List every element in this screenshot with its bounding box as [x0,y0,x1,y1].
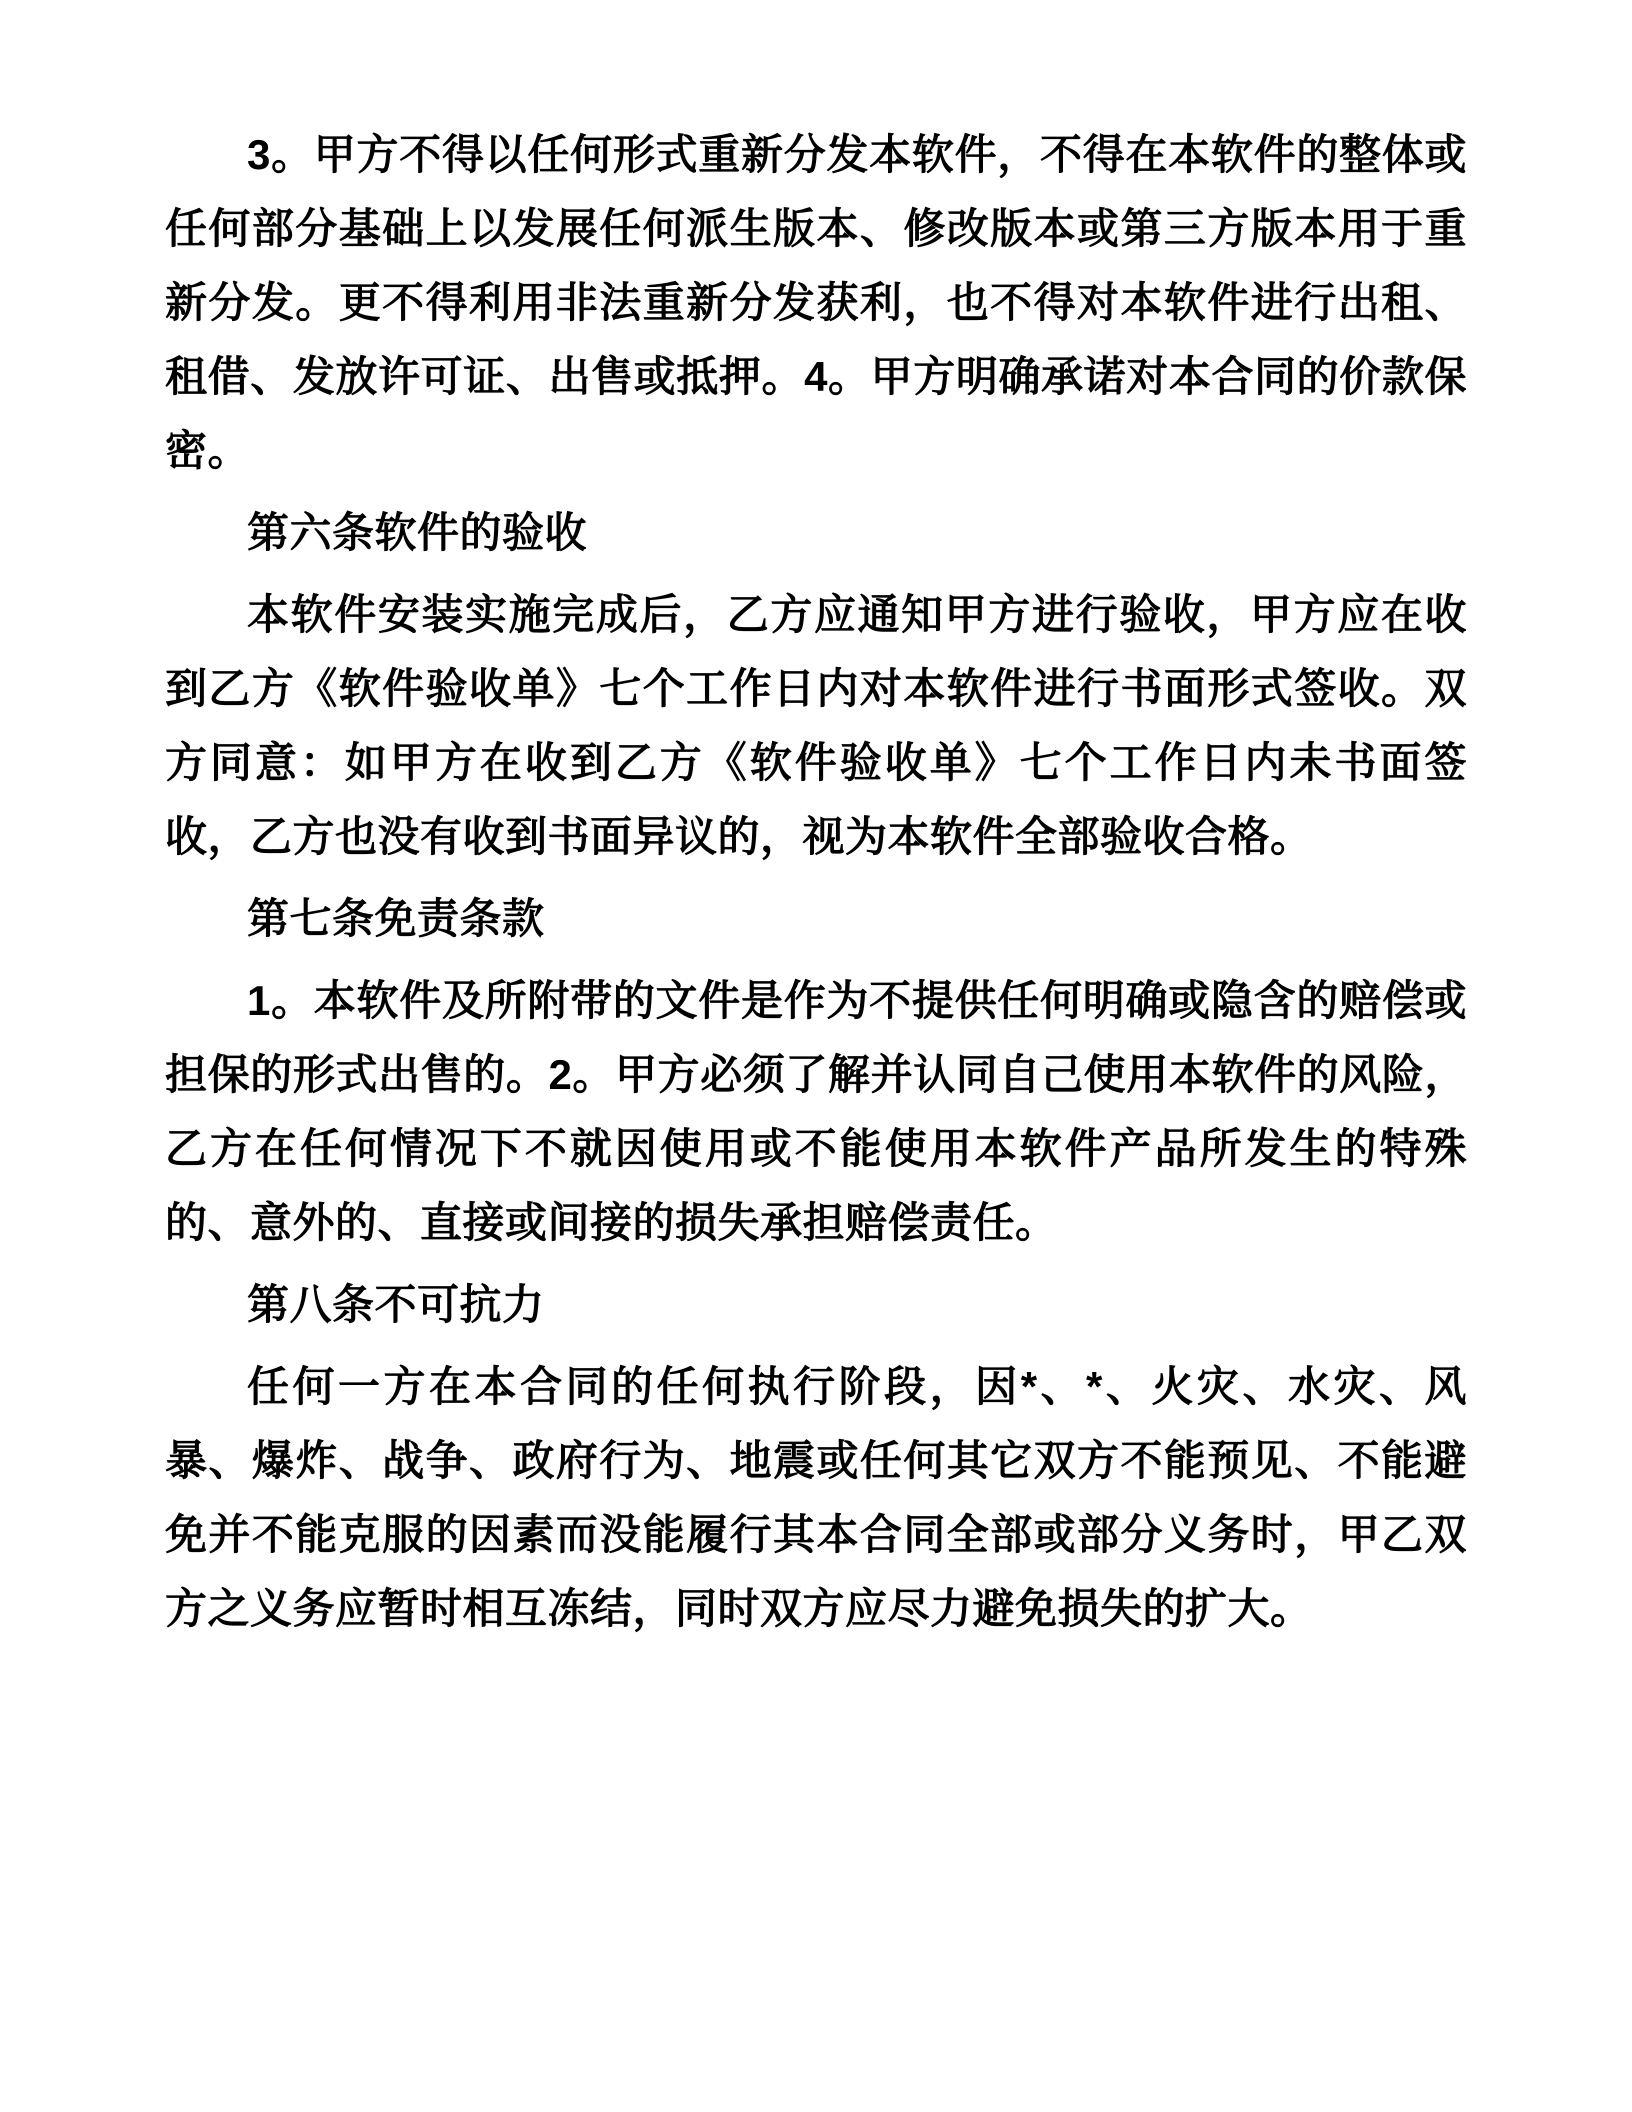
contract-clause-redistribution-paragraph: 3。甲方不得以任何形式重新分发本软件，不得在本软件的整体或任何部分基础上以发展任何派生版本、修改版本或第三方版本用于重新分发。更不得利用非法重新分发获利，也不得对本软件进行出租、租借、发放许可证、出售或抵押。4。甲方明确承诺对本合同的价款保密。 [165,131,1467,474]
section-heading-article-6: 第六条软件的验收 [247,509,588,556]
section-heading-article-8: 第八条不可抗力 [247,1281,545,1328]
contract-clause-acceptance-paragraph: 本软件安装实施完成后，乙方应通知甲方进行验收，甲方应在收到乙方《软件验收单》七个工作日内对本软件进行书面形式签收。双方同意：如甲方在收到乙方《软件验收单》七个工作日内未书面签收，乙方也没有收到书面异议的，视为本软件全部验收合格。 [165,591,1467,860]
contract-clause-force-majeure-paragraph: 任何一方在本合同的任何执行阶段，因*、*、火灾、水灾、风暴、爆炸、战争、政府行为、地震或任何其它双方不能预见、不能避免并不能克服的因素而没能履行其本合同全部或部分义务时，甲乙双方之义务应暂时相互冻结，同时双方应尽力避免损失的扩大。 [165,1363,1467,1632]
section-heading-article-7: 第七条免责条款 [247,895,545,942]
contract-clause-disclaimer-paragraph: 1。本软件及所附带的文件是作为不提供任何明确或隐含的赔偿或担保的形式出售的。2。甲方必须了解并认同自己使用本软件的风险，乙方在任何情况下不就因使用或不能使用本软件产品所发生的特殊的、意外的、直接或间接的损失承担赔偿责任。 [165,977,1467,1246]
